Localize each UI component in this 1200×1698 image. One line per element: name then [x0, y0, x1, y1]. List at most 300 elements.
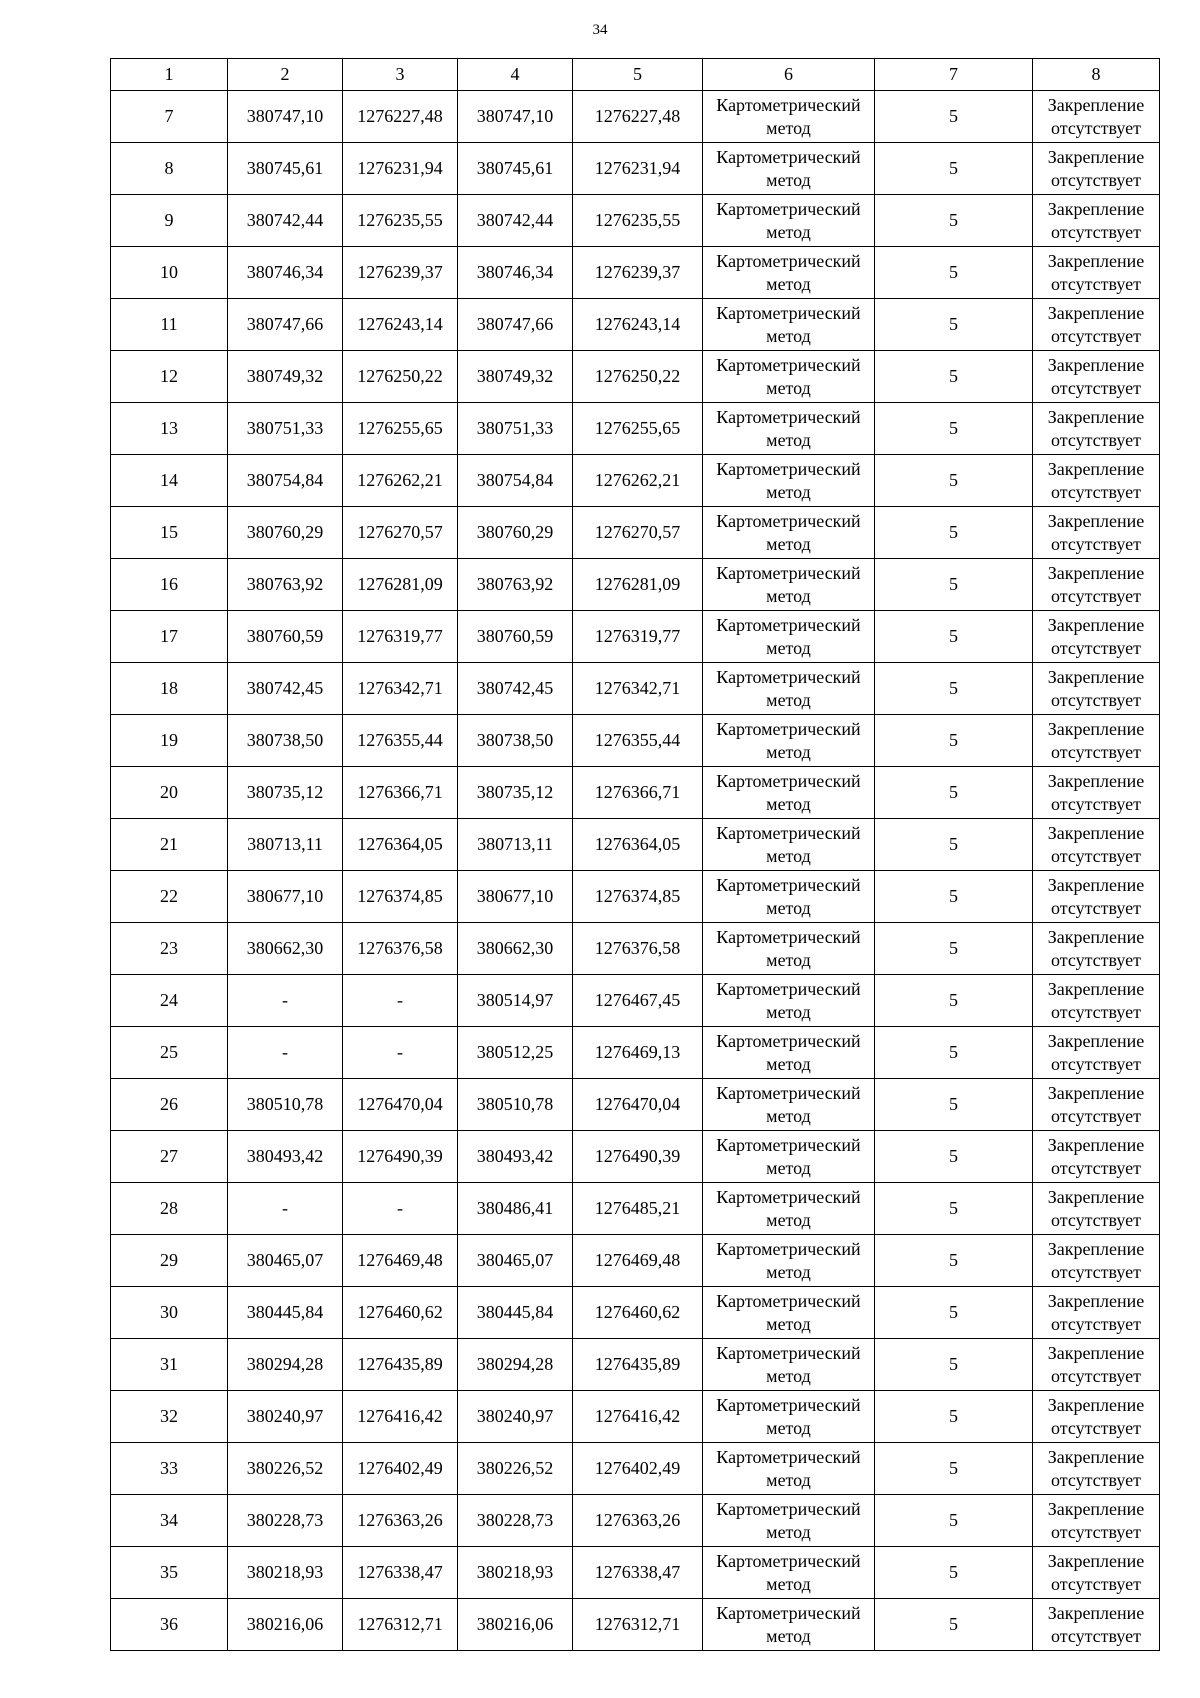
fixation-cell-line-1: Закрепление: [1047, 1602, 1145, 1623]
fixation-cell-line-1: Закрепление: [1047, 614, 1145, 635]
existing-y-cell: 1276374,85: [343, 871, 458, 923]
table-row: [111, 1079, 1160, 1131]
specified-y-cell: 1276319,77: [573, 611, 703, 663]
method-cell-line-2: метод: [766, 1001, 811, 1022]
point-number-cell: 10: [111, 247, 228, 299]
existing-x-cell: -: [228, 1027, 343, 1079]
method-cell: [703, 195, 875, 247]
table-row: [111, 299, 1160, 351]
table-row: [111, 611, 1160, 663]
method-cell: [703, 507, 875, 559]
method-cell-line-1: Картометрический: [716, 822, 861, 843]
specified-x-cell: 380662,30: [458, 923, 573, 975]
fixation-cell-line-1: Закрепление: [1047, 1082, 1145, 1103]
column-header: 5: [573, 59, 703, 91]
accuracy-cell: 5: [875, 975, 1033, 1027]
fixation-cell: [1033, 195, 1160, 247]
method-cell-line-1: Картометрический: [716, 406, 861, 427]
fixation-cell: [1033, 663, 1160, 715]
method-cell-line-2: метод: [766, 1209, 811, 1230]
fixation-cell-line-2: отсутствует: [1050, 1625, 1142, 1646]
method-cell-line-1: Картометрический: [716, 1342, 861, 1363]
fixation-cell: [1033, 975, 1160, 1027]
method-cell-line-2: метод: [766, 377, 811, 398]
fixation-cell-line-2: отсутствует: [1050, 741, 1142, 762]
method-cell: [703, 403, 875, 455]
fixation-cell-line-2: отсутствует: [1050, 1313, 1142, 1334]
fixation-cell-line-2: отсутствует: [1050, 845, 1142, 866]
specified-y-cell: 1276312,71: [573, 1599, 703, 1651]
fixation-cell: [1033, 1599, 1160, 1651]
method-cell-line-2: метод: [766, 1625, 811, 1646]
fixation-cell-line-1: Закрепление: [1047, 94, 1145, 115]
existing-x-cell: 380677,10: [228, 871, 343, 923]
fixation-cell-line-2: отсутствует: [1050, 689, 1142, 710]
accuracy-cell: 5: [875, 403, 1033, 455]
fixation-cell: [1033, 715, 1160, 767]
fixation-cell-line-1: Закрепление: [1047, 1394, 1145, 1415]
fixation-cell-line-1: Закрепление: [1047, 926, 1145, 947]
fixation-cell-line-2: отсутствует: [1050, 1053, 1142, 1074]
method-cell-line-1: Картометрический: [716, 1394, 861, 1415]
fixation-cell-line-2: отсутствует: [1050, 377, 1142, 398]
specified-x-cell: 380216,06: [458, 1599, 573, 1651]
specified-x-cell: 380754,84: [458, 455, 573, 507]
point-number-cell: 19: [111, 715, 228, 767]
specified-y-cell: 1276460,62: [573, 1287, 703, 1339]
table-row: [111, 507, 1160, 559]
column-header: 2: [228, 59, 343, 91]
method-cell-line-1: Картометрический: [716, 562, 861, 583]
method-cell: [703, 247, 875, 299]
specified-y-cell: 1276355,44: [573, 715, 703, 767]
table-header-row: [111, 59, 1160, 91]
existing-x-cell: 380751,33: [228, 403, 343, 455]
method-cell: [703, 351, 875, 403]
existing-y-cell: 1276281,09: [343, 559, 458, 611]
table-row: [111, 143, 1160, 195]
existing-x-cell: 380493,42: [228, 1131, 343, 1183]
point-number-cell: 12: [111, 351, 228, 403]
method-cell-line-2: метод: [766, 845, 811, 866]
specified-y-cell: 1276470,04: [573, 1079, 703, 1131]
fixation-cell-line-2: отсутствует: [1050, 949, 1142, 970]
point-number-cell: 30: [111, 1287, 228, 1339]
fixation-cell: [1033, 871, 1160, 923]
existing-y-cell: 1276376,58: [343, 923, 458, 975]
method-cell: [703, 1391, 875, 1443]
specified-y-cell: 1276435,89: [573, 1339, 703, 1391]
accuracy-cell: 5: [875, 1495, 1033, 1547]
method-cell-line-2: метод: [766, 1365, 811, 1386]
specified-y-cell: 1276243,14: [573, 299, 703, 351]
coordinates-table: [110, 58, 1160, 1651]
method-cell-line-1: Картометрический: [716, 614, 861, 635]
existing-y-cell: 1276402,49: [343, 1443, 458, 1495]
existing-y-cell: 1276270,57: [343, 507, 458, 559]
fixation-cell: [1033, 1235, 1160, 1287]
method-cell-line-1: Картометрический: [716, 1446, 861, 1467]
method-cell-line-2: метод: [766, 585, 811, 606]
accuracy-cell: 5: [875, 871, 1033, 923]
fixation-cell-line-2: отсутствует: [1050, 1469, 1142, 1490]
existing-y-cell: -: [343, 975, 458, 1027]
specified-x-cell: 380514,97: [458, 975, 573, 1027]
method-cell-line-1: Картометрический: [716, 510, 861, 531]
specified-y-cell: 1276469,48: [573, 1235, 703, 1287]
fixation-cell-line-2: отсутствует: [1050, 117, 1142, 138]
method-cell-line-2: метод: [766, 273, 811, 294]
fixation-cell: [1033, 1027, 1160, 1079]
point-number-cell: 34: [111, 1495, 228, 1547]
specified-x-cell: 380228,73: [458, 1495, 573, 1547]
method-cell: [703, 1495, 875, 1547]
existing-y-cell: 1276355,44: [343, 715, 458, 767]
method-cell-line-2: метод: [766, 1521, 811, 1542]
existing-y-cell: 1276250,22: [343, 351, 458, 403]
accuracy-cell: 5: [875, 715, 1033, 767]
fixation-cell-line-2: отсутствует: [1050, 1521, 1142, 1542]
fixation-cell-line-2: отсутствует: [1050, 1261, 1142, 1282]
specified-x-cell: 380760,29: [458, 507, 573, 559]
existing-x-cell: 380662,30: [228, 923, 343, 975]
accuracy-cell: 5: [875, 455, 1033, 507]
existing-x-cell: 380754,84: [228, 455, 343, 507]
fixation-cell-line-2: отсутствует: [1050, 637, 1142, 658]
column-header: 7: [875, 59, 1033, 91]
method-cell-line-2: метод: [766, 793, 811, 814]
specified-x-cell: 380746,34: [458, 247, 573, 299]
fixation-cell: [1033, 299, 1160, 351]
table-row: [111, 1495, 1160, 1547]
specified-y-cell: 1276376,58: [573, 923, 703, 975]
table-row: [111, 1391, 1160, 1443]
existing-y-cell: -: [343, 1027, 458, 1079]
accuracy-cell: 5: [875, 1443, 1033, 1495]
method-cell: [703, 819, 875, 871]
existing-x-cell: 380240,97: [228, 1391, 343, 1443]
existing-x-cell: 380228,73: [228, 1495, 343, 1547]
method-cell-line-2: метод: [766, 1157, 811, 1178]
table-row: [111, 715, 1160, 767]
specified-x-cell: 380465,07: [458, 1235, 573, 1287]
method-cell: [703, 1599, 875, 1651]
fixation-cell-line-2: отсутствует: [1050, 793, 1142, 814]
fixation-cell: [1033, 351, 1160, 403]
specified-x-cell: 380226,52: [458, 1443, 573, 1495]
fixation-cell: [1033, 767, 1160, 819]
method-cell-line-2: метод: [766, 741, 811, 762]
point-number-cell: 17: [111, 611, 228, 663]
fixation-cell: [1033, 247, 1160, 299]
existing-x-cell: 380294,28: [228, 1339, 343, 1391]
specified-y-cell: 1276485,21: [573, 1183, 703, 1235]
point-number-cell: 16: [111, 559, 228, 611]
fixation-cell-line-1: Закрепление: [1047, 302, 1145, 323]
specified-y-cell: 1276227,48: [573, 91, 703, 143]
method-cell-line-2: метод: [766, 689, 811, 710]
method-cell: [703, 143, 875, 195]
existing-y-cell: 1276338,47: [343, 1547, 458, 1599]
method-cell-line-1: Картометрический: [716, 146, 861, 167]
table-row: [111, 1339, 1160, 1391]
specified-y-cell: 1276467,45: [573, 975, 703, 1027]
point-number-cell: 32: [111, 1391, 228, 1443]
fixation-cell: [1033, 507, 1160, 559]
accuracy-cell: 5: [875, 247, 1033, 299]
existing-y-cell: 1276416,42: [343, 1391, 458, 1443]
point-number-cell: 28: [111, 1183, 228, 1235]
point-number-cell: 8: [111, 143, 228, 195]
method-cell-line-1: Картометрический: [716, 1290, 861, 1311]
accuracy-cell: 5: [875, 1079, 1033, 1131]
table-row: [111, 1547, 1160, 1599]
method-cell: [703, 715, 875, 767]
fixation-cell-line-1: Закрепление: [1047, 406, 1145, 427]
existing-x-cell: 380713,11: [228, 819, 343, 871]
existing-y-cell: 1276364,05: [343, 819, 458, 871]
point-number-cell: 11: [111, 299, 228, 351]
fixation-cell: [1033, 1547, 1160, 1599]
accuracy-cell: 5: [875, 507, 1033, 559]
method-cell-line-2: метод: [766, 325, 811, 346]
table-row: [111, 1443, 1160, 1495]
specified-x-cell: 380742,44: [458, 195, 573, 247]
specified-y-cell: 1276416,42: [573, 1391, 703, 1443]
column-header: 1: [111, 59, 228, 91]
method-cell-line-1: Картометрический: [716, 302, 861, 323]
table-row: [111, 767, 1160, 819]
method-cell: [703, 1027, 875, 1079]
fixation-cell-line-1: Закрепление: [1047, 198, 1145, 219]
table-row: [111, 871, 1160, 923]
specified-y-cell: 1276255,65: [573, 403, 703, 455]
point-number-cell: 20: [111, 767, 228, 819]
method-cell: [703, 1547, 875, 1599]
fixation-cell-line-2: отсутствует: [1050, 1105, 1142, 1126]
accuracy-cell: 5: [875, 559, 1033, 611]
existing-x-cell: 380510,78: [228, 1079, 343, 1131]
method-cell-line-2: метод: [766, 1417, 811, 1438]
table-row: [111, 195, 1160, 247]
method-cell: [703, 559, 875, 611]
specified-y-cell: 1276262,21: [573, 455, 703, 507]
fixation-cell-line-1: Закрепление: [1047, 666, 1145, 687]
existing-y-cell: 1276319,77: [343, 611, 458, 663]
method-cell-line-2: метод: [766, 429, 811, 450]
specified-y-cell: 1276402,49: [573, 1443, 703, 1495]
specified-x-cell: 380512,25: [458, 1027, 573, 1079]
point-number-cell: 27: [111, 1131, 228, 1183]
accuracy-cell: 5: [875, 923, 1033, 975]
method-cell: [703, 1287, 875, 1339]
point-number-cell: 9: [111, 195, 228, 247]
existing-x-cell: 380445,84: [228, 1287, 343, 1339]
existing-y-cell: 1276312,71: [343, 1599, 458, 1651]
fixation-cell-line-1: Закрепление: [1047, 1446, 1145, 1467]
method-cell-line-1: Картометрический: [716, 1134, 861, 1155]
fixation-cell-line-1: Закрепление: [1047, 822, 1145, 843]
specified-x-cell: 380745,61: [458, 143, 573, 195]
fixation-cell: [1033, 1183, 1160, 1235]
existing-y-cell: 1276235,55: [343, 195, 458, 247]
column-header: 8: [1033, 59, 1160, 91]
specified-y-cell: 1276490,39: [573, 1131, 703, 1183]
specified-y-cell: 1276338,47: [573, 1547, 703, 1599]
specified-x-cell: 380493,42: [458, 1131, 573, 1183]
point-number-cell: 33: [111, 1443, 228, 1495]
fixation-cell-line-2: отсутствует: [1050, 1001, 1142, 1022]
table-row: [111, 1599, 1160, 1651]
accuracy-cell: 5: [875, 611, 1033, 663]
column-header: 3: [343, 59, 458, 91]
existing-x-cell: 380745,61: [228, 143, 343, 195]
existing-x-cell: 380216,06: [228, 1599, 343, 1651]
fixation-cell: [1033, 923, 1160, 975]
accuracy-cell: 5: [875, 1547, 1033, 1599]
existing-y-cell: -: [343, 1183, 458, 1235]
specified-x-cell: 380294,28: [458, 1339, 573, 1391]
method-cell-line-1: Картометрический: [716, 718, 861, 739]
method-cell-line-1: Картометрический: [716, 1550, 861, 1571]
fixation-cell-line-2: отсутствует: [1050, 1573, 1142, 1594]
method-cell: [703, 767, 875, 819]
accuracy-cell: 5: [875, 351, 1033, 403]
fixation-cell-line-2: отсутствует: [1050, 481, 1142, 502]
fixation-cell: [1033, 91, 1160, 143]
fixation-cell-line-1: Закрепление: [1047, 354, 1145, 375]
fixation-cell: [1033, 819, 1160, 871]
fixation-cell: [1033, 455, 1160, 507]
accuracy-cell: 5: [875, 1339, 1033, 1391]
existing-x-cell: 380747,10: [228, 91, 343, 143]
point-number-cell: 31: [111, 1339, 228, 1391]
accuracy-cell: 5: [875, 143, 1033, 195]
method-cell-line-1: Картометрический: [716, 94, 861, 115]
existing-y-cell: 1276460,62: [343, 1287, 458, 1339]
table-row: [111, 819, 1160, 871]
fixation-cell: [1033, 1443, 1160, 1495]
fixation-cell: [1033, 1391, 1160, 1443]
table-row: [111, 975, 1160, 1027]
method-cell-line-2: метод: [766, 481, 811, 502]
method-cell: [703, 1443, 875, 1495]
point-number-cell: 24: [111, 975, 228, 1027]
method-cell-line-1: Картометрический: [716, 458, 861, 479]
specified-x-cell: 380749,32: [458, 351, 573, 403]
existing-y-cell: 1276255,65: [343, 403, 458, 455]
specified-y-cell: 1276250,22: [573, 351, 703, 403]
column-header: 6: [703, 59, 875, 91]
specified-x-cell: 380240,97: [458, 1391, 573, 1443]
existing-y-cell: 1276243,14: [343, 299, 458, 351]
method-cell-line-1: Картометрический: [716, 874, 861, 895]
fixation-cell: [1033, 559, 1160, 611]
method-cell-line-1: Картометрический: [716, 1238, 861, 1259]
existing-y-cell: 1276435,89: [343, 1339, 458, 1391]
method-cell-line-2: метод: [766, 169, 811, 190]
existing-x-cell: 380747,66: [228, 299, 343, 351]
accuracy-cell: 5: [875, 1027, 1033, 1079]
method-cell-line-1: Картометрический: [716, 1498, 861, 1519]
specified-y-cell: 1276235,55: [573, 195, 703, 247]
method-cell: [703, 611, 875, 663]
method-cell-line-2: метод: [766, 949, 811, 970]
fixation-cell-line-2: отсутствует: [1050, 1157, 1142, 1178]
existing-y-cell: 1276470,04: [343, 1079, 458, 1131]
point-number-cell: 18: [111, 663, 228, 715]
fixation-cell-line-1: Закрепление: [1047, 1342, 1145, 1363]
method-cell-line-2: метод: [766, 1261, 811, 1282]
specified-y-cell: 1276239,37: [573, 247, 703, 299]
table-row: [111, 1235, 1160, 1287]
method-cell-line-1: Картометрический: [716, 666, 861, 687]
existing-y-cell: 1276342,71: [343, 663, 458, 715]
table-row: [111, 923, 1160, 975]
existing-y-cell: 1276227,48: [343, 91, 458, 143]
table-row: [111, 559, 1160, 611]
point-number-cell: 14: [111, 455, 228, 507]
fixation-cell-line-2: отсутствует: [1050, 429, 1142, 450]
table-row: [111, 247, 1160, 299]
fixation-cell-line-2: отсутствует: [1050, 533, 1142, 554]
specified-y-cell: 1276281,09: [573, 559, 703, 611]
method-cell: [703, 1183, 875, 1235]
fixation-cell-line-1: Закрепление: [1047, 458, 1145, 479]
fixation-cell: [1033, 1079, 1160, 1131]
accuracy-cell: 5: [875, 1391, 1033, 1443]
accuracy-cell: 5: [875, 1131, 1033, 1183]
fixation-cell-line-1: Закрепление: [1047, 1030, 1145, 1051]
method-cell: [703, 91, 875, 143]
point-number-cell: 22: [111, 871, 228, 923]
accuracy-cell: 5: [875, 1599, 1033, 1651]
method-cell-line-2: метод: [766, 221, 811, 242]
specified-x-cell: 380738,50: [458, 715, 573, 767]
fixation-cell: [1033, 143, 1160, 195]
point-number-cell: 23: [111, 923, 228, 975]
point-number-cell: 7: [111, 91, 228, 143]
point-number-cell: 15: [111, 507, 228, 559]
point-number-cell: 21: [111, 819, 228, 871]
method-cell-line-2: метод: [766, 1313, 811, 1334]
existing-x-cell: 380742,44: [228, 195, 343, 247]
fixation-cell-line-2: отсутствует: [1050, 325, 1142, 346]
specified-y-cell: 1276469,13: [573, 1027, 703, 1079]
method-cell-line-1: Картометрический: [716, 770, 861, 791]
specified-x-cell: 380760,59: [458, 611, 573, 663]
method-cell-line-1: Картометрический: [716, 354, 861, 375]
specified-x-cell: 380510,78: [458, 1079, 573, 1131]
specified-y-cell: 1276231,94: [573, 143, 703, 195]
fixation-cell: [1033, 1131, 1160, 1183]
existing-x-cell: 380749,32: [228, 351, 343, 403]
accuracy-cell: 5: [875, 195, 1033, 247]
method-cell: [703, 1235, 875, 1287]
method-cell: [703, 975, 875, 1027]
method-cell-line-2: метод: [766, 1105, 811, 1126]
fixation-cell-line-2: отсутствует: [1050, 897, 1142, 918]
table-row: [111, 403, 1160, 455]
method-cell: [703, 871, 875, 923]
point-number-cell: 29: [111, 1235, 228, 1287]
accuracy-cell: 5: [875, 663, 1033, 715]
method-cell-line-1: Картометрический: [716, 250, 861, 271]
method-cell: [703, 1079, 875, 1131]
specified-y-cell: 1276366,71: [573, 767, 703, 819]
method-cell-line-2: метод: [766, 533, 811, 554]
fixation-cell-line-1: Закрепление: [1047, 978, 1145, 999]
